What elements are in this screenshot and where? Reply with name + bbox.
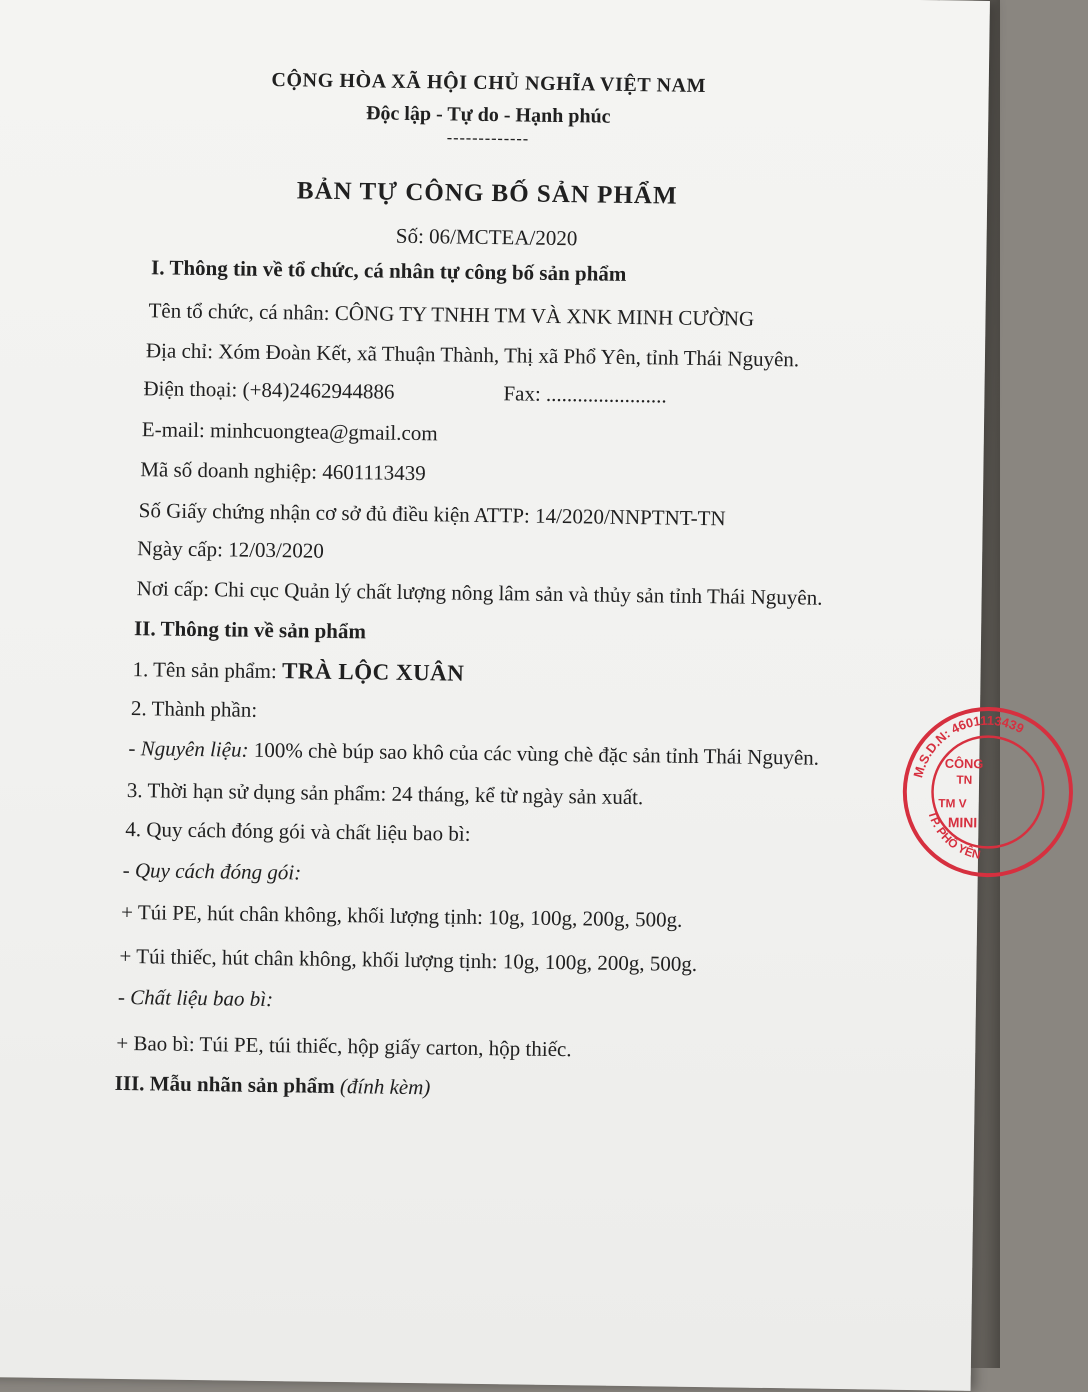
stamp-line-4: MINI — [947, 814, 978, 831]
fax-number: Fax: ....................... — [503, 381, 667, 408]
product-name-label: 1. Tên sản phẩm: — [132, 657, 283, 684]
section1-heading: I. Thông tin về tổ chức, cá nhân tự công bố sản phẩm — [150, 255, 627, 286]
document-title: BẢN TỰ CÔNG BỐ SẢN PHẨM — [296, 177, 678, 210]
packaging-heading: 4. Quy cách đóng gói và chất liệu bao bì: — [125, 816, 471, 846]
certificate-issue-date: Ngày cấp: 12/03/2020 — [137, 536, 325, 563]
packaging-spec-label: - Quy cách đóng gói: — [122, 857, 302, 885]
packaging-item-pe: + Túi PE, hút chân không, khối lượng tịnh: 10g, 100g, 200g, 500g. — [120, 899, 683, 932]
stamp-line-1: CÔNG — [944, 755, 984, 772]
stamp-line-3: TM V — [938, 796, 967, 811]
stamp-bottom-text: TP. PHỔ YÊN — [925, 809, 982, 862]
section3-heading: III. Mẫu nhãn sản phẩm — [114, 1070, 341, 1099]
email-address: E-mail: minhcuongtea@gmail.com — [141, 417, 438, 446]
organization-address: Địa chỉ: Xóm Đoàn Kết, xã Thuận Thành, Thị xã Phổ Yên, tỉnh Thái Nguyên. — [145, 338, 800, 372]
section3-note: (đính kèm) — [339, 1074, 431, 1100]
product-name: TRÀ LỘC XUÂN — [281, 658, 465, 686]
product-name-row — [132, 656, 464, 687]
company-seal-stamp — [898, 702, 1078, 882]
stamp-ring-text: M.S.D.N: 4601113439 — [910, 712, 1027, 780]
ingredients-value: 100% chè búp sao khô của các vùng chè đặc sản tỉnh Thái Nguyên. — [248, 737, 820, 770]
national-motto: Độc lập - Tự do - Hạnh phúc — [365, 102, 611, 128]
shelf-life: 3. Thời hạn sử dụng sản phẩm: 24 tháng, kể từ ngày sản xuất. — [126, 778, 644, 810]
stamp-line-2: TN — [956, 772, 973, 787]
section2-heading: II. Thông tin về sản phẩm — [133, 616, 367, 644]
ingredients-heading: 2. Thành phần: — [130, 696, 258, 722]
organization-name: Tên tổ chức, cá nhân: CÔNG TY TNHH TM VÀ XNK MINH CƯỜNG — [148, 298, 755, 331]
certificate-issuer: Nơi cấp: Chi cục Quản lý chất lượng nông lâm sản và thủy sản tỉnh Thái Nguyên. — [136, 576, 823, 610]
phone-number: Điện thoại: (+84)2462944886 — [143, 376, 395, 404]
section3-row — [115, 1071, 431, 1100]
tax-code: Mã số doanh nghiệp: 4601113439 — [140, 457, 426, 486]
packaging-item-tin: + Túi thiếc, hút chân không, khối lượng tịnh: 10g, 100g, 200g, 500g. — [119, 943, 698, 976]
nation-title: CỘNG HÒA XÃ HỘI CHỦ NGHĨA VIỆT NAM — [271, 68, 707, 98]
header-divider: ------------- — [446, 129, 530, 148]
stamp-outer-ring — [904, 708, 1072, 876]
ingredients-row — [128, 736, 819, 771]
document-number: Số: 06/MCTEA/2020 — [395, 223, 578, 251]
material-label: - Chất liệu bao bì: — [117, 984, 274, 1012]
material-item: + Bao bì: Túi PE, túi thiếc, hộp giấy carton, hộp thiếc. — [116, 1030, 572, 1062]
phone-fax-row — [143, 376, 667, 408]
ingredients-label: - Nguyên liệu: — [128, 736, 249, 762]
food-safety-certificate: Số Giấy chứng nhận cơ sở đủ điều kiện ATTP: 14/2020/NNPTNT-TN — [138, 498, 726, 531]
